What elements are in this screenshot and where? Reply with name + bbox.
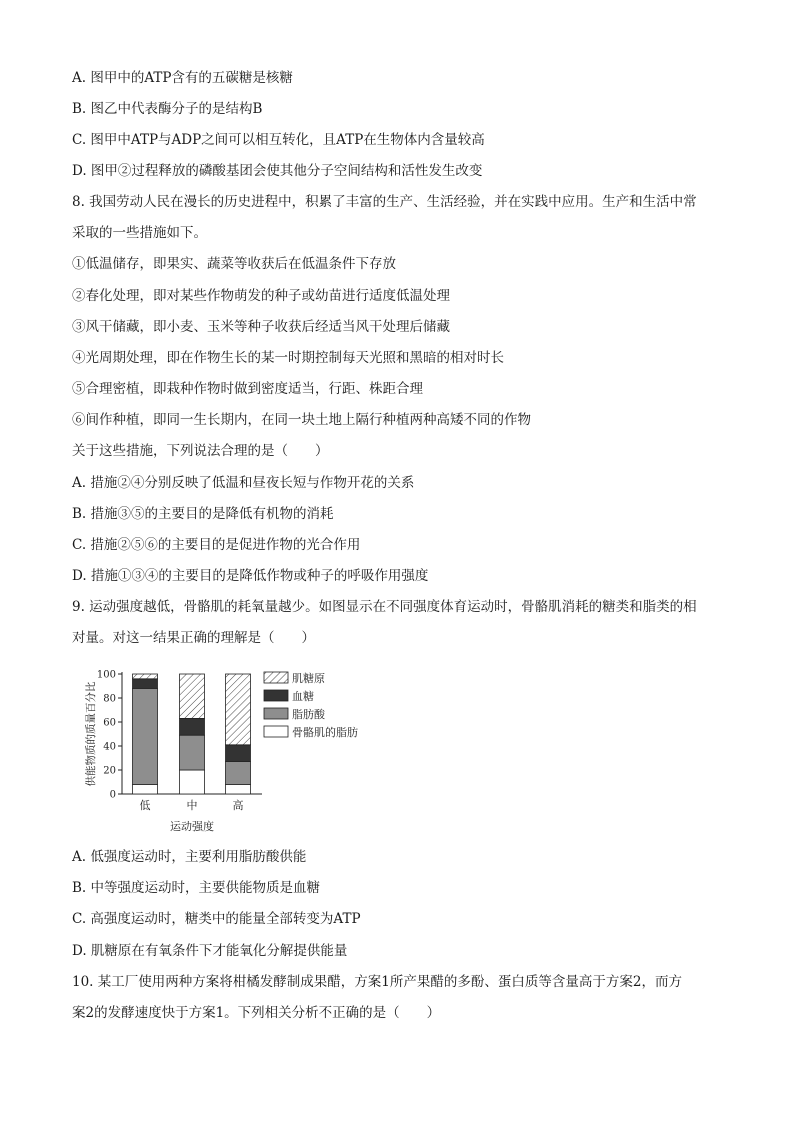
text-q9b: B. 中等强度运动时，主要供能物质是血糖 — [72, 880, 321, 896]
bar-segment-dark — [133, 679, 158, 689]
text-q8-m4: ④光周期处理，即在作物生长的某一时期控制每天光照和黑暗的相对时长 — [72, 350, 504, 366]
text-q8a: A. 措施②④分别反映了低温和昼夜长短与作物开花的关系 — [72, 475, 415, 491]
text-q8-stem-1: 8. 我国劳动人民在漫长的历史进程中，积累了丰富的生产、生活经验，并在实践中应用。生产和生活中常 — [72, 194, 697, 210]
bar-segment-gray — [133, 688, 158, 784]
bar-segment-gray — [226, 762, 251, 785]
text-q7c: C. 图甲中ATP与ADP之间可以相互转化，且ATP在生物体内含量较高 — [72, 132, 485, 148]
text-q9a: A. 低强度运动时，主要利用脂肪酸供能 — [72, 849, 307, 865]
legend-swatch-gray — [264, 708, 288, 719]
legend-label: 血糖 — [292, 690, 314, 703]
text-q9-stem-1: 9. 运动强度越低，骨骼肌的耗氧量越少。如图显示在不同强度体育运动时，骨骼肌消耗的糖类和脂类的相 — [72, 599, 697, 615]
legend-swatch-hatch — [264, 672, 288, 683]
x-tick-label: 高 — [232, 799, 244, 812]
bar-segment-dark — [226, 745, 251, 762]
text-q8d: D. 措施①③④的主要目的是降低作物或种子的呼吸作用强度 — [72, 568, 429, 584]
bar-segment-hatch — [226, 674, 251, 745]
text-q10-stem-2: 案2的发酵速度快于方案1。下列相关分析不正确的是（ ） — [72, 1005, 441, 1021]
text-q8-m6: ⑥间作种植，即同一生长期内，在同一块土地上隔行种植两种高矮不同的作物 — [72, 412, 531, 428]
text-q9d: D. 肌糖原在有氧条件下才能氧化分解提供能量 — [72, 943, 348, 959]
y-tick-label: 100 — [96, 669, 116, 681]
text-q7b: B. 图乙中代表酶分子的是结构B — [72, 101, 263, 117]
text-q8c: C. 措施②⑤⑥的主要目的是促进作物的光合作用 — [72, 537, 361, 553]
x-tick-label: 中 — [186, 799, 198, 812]
legend-label: 脂肪酸 — [292, 708, 325, 721]
text-q8-m5: ⑤合理密植，即栽种作物时做到密度适当，行距、株距合理 — [72, 381, 423, 397]
y-tick-label: 80 — [103, 693, 116, 705]
text-q8-m1: ①低温储存，即果实、蔬菜等收获后在低温条件下存放 — [72, 256, 396, 272]
text-q8-ask: 关于这些措施，下列说法合理的是（ ） — [72, 443, 329, 459]
bar-segment-white — [180, 770, 205, 794]
y-axis-label: 供能物质的质量百分比 — [85, 681, 97, 787]
text-q8-stem-2: 采取的一些措施如下。 — [72, 225, 207, 241]
text-q8-m3: ③风干储藏，即小麦、玉米等种子收获后经适当风干处理后储藏 — [72, 319, 450, 335]
energy-source-chart — [80, 660, 380, 845]
bar-segment-white — [226, 784, 251, 794]
text-q9c: C. 高强度运动时，糖类中的能量全部转变为ATP — [72, 911, 361, 927]
y-tick-label: 20 — [103, 765, 116, 777]
legend-label: 肌糖原 — [292, 672, 325, 685]
legend-swatch-dark — [264, 690, 288, 701]
text-q8-m2: ②春化处理，即对某些作物萌发的种子或幼苗进行适度低温处理 — [72, 288, 450, 304]
bar-segment-dark — [180, 718, 205, 735]
bar-segment-hatch — [180, 674, 205, 718]
text-q10-stem-1: 10. 某工厂使用两种方案将柑橘发酵制成果醋，方案1所产果醋的多酚、蛋白质等含量高于方案2，而方 — [72, 974, 682, 990]
bar-segment-hatch — [133, 674, 158, 679]
legend-swatch-white — [264, 726, 288, 737]
y-tick-label: 0 — [109, 789, 116, 801]
text-q7a: A. 图甲中的ATP含有的五碳糖是核糖 — [72, 70, 293, 86]
text-q7d: D. 图甲②过程释放的磷酸基团会使其他分子空间结构和活性发生改变 — [72, 163, 483, 179]
legend-label: 骨骼肌的脂肪 — [292, 726, 358, 739]
text-q8b: B. 措施③⑤的主要目的是降低有机物的消耗 — [72, 506, 334, 522]
bar-segment-gray — [180, 735, 205, 770]
y-tick-label: 60 — [103, 717, 116, 729]
y-tick-label: 40 — [103, 741, 116, 753]
x-axis-label: 运动强度 — [170, 820, 214, 833]
x-tick-label: 低 — [139, 799, 151, 812]
text-q9-stem-2: 对量。对这一结果正确的理解是（ ） — [72, 630, 315, 646]
bar-segment-white — [133, 784, 158, 794]
